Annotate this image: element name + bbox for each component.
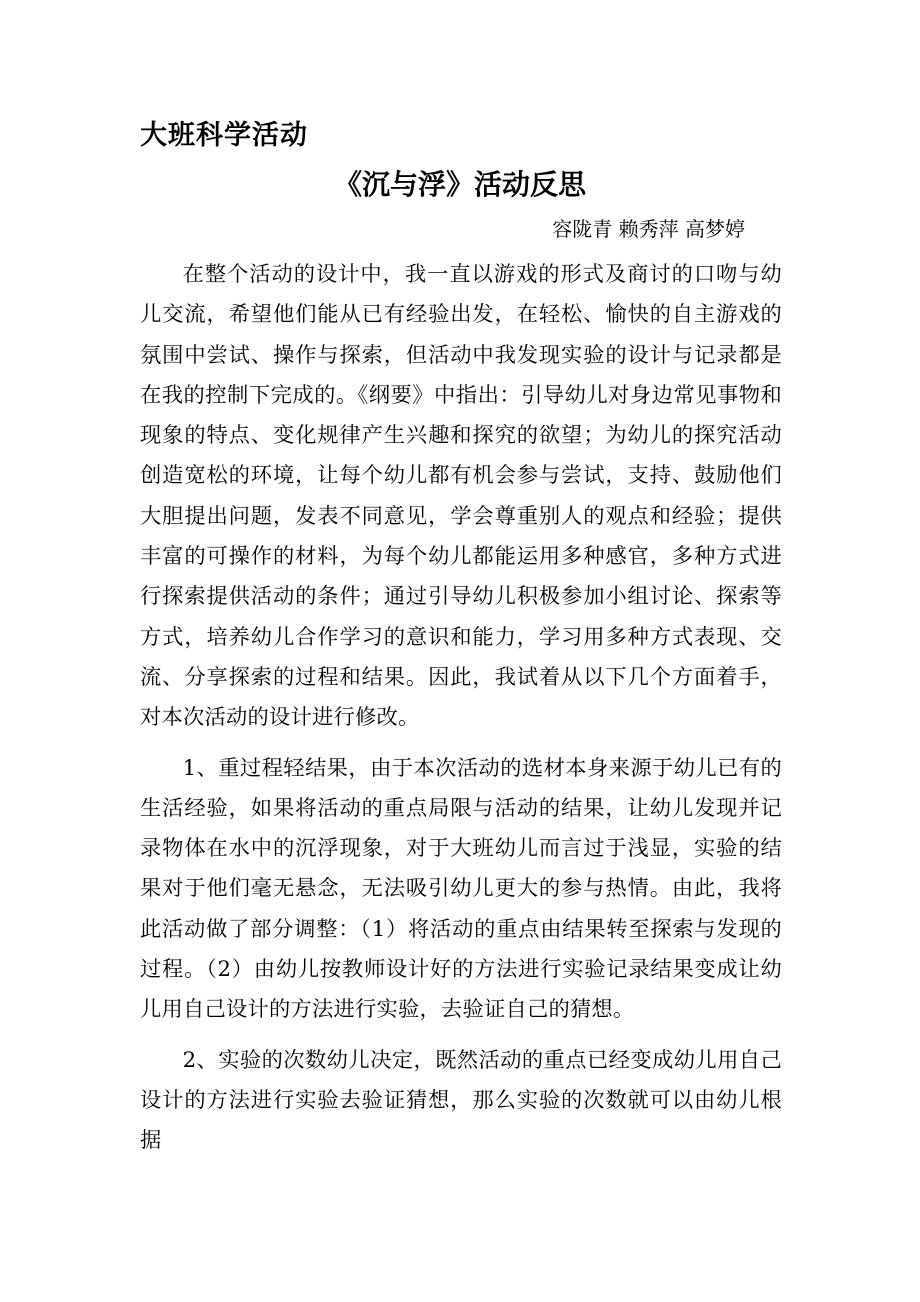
paragraph-2: 1、重过程轻结果，由于本次活动的选材本身来源于幼儿已有的生活经验，如果将活动的重点局限与活动的结果，让幼儿发现并记录物体在水中的沉浮现象，对于大班幼儿而言过于浅显，实验的结果对于他们毫无悬念，无法吸引幼儿更大的参与热情。由此，我将此活动做了部分调整：（1）将活动的重点由结果转至探索与发现的过程。（2）由幼儿按教师设计好的方法进行实验记录结果变成让幼儿用自己设计的方法进行实验，去验证自己的猜想。 <box>140 755 782 1023</box>
document-title: 《沉与浮》活动反思 <box>333 168 586 201</box>
document-body <box>140 255 782 1162</box>
paragraph-3: 2、实验的次数幼儿决定，既然活动的重点已经变成幼儿用自己设计的方法进行实验去验证猜想，那么实验的次数就可以由幼儿根据 <box>140 1047 782 1154</box>
paragraph-1: 在整个活动的设计中，我一直以游戏的形式及商讨的口吻与幼儿交流，希望他们能从已有经验出发，在轻松、愉快的自主游戏的氛围中尝试、操作与探索，但活动中我发现实验的设计与记录都是在我的控制下完成的。《纲要》中指出：引导幼儿对身边常见事物和现象的特点、变化规律产生兴趣和探究的欲望；为幼儿的探究活动创造宽松的环境，让每个幼儿都有机会参与尝试，支持、鼓励他们大胆提出问题，发表不同意见，学会尊重别人的观点和经验；提供丰富的可操作的材料，为每个幼儿都能运用多种感官，多种方式进行探索提供活动的条件；通过引导幼儿积极参加小组讨论、探索等方式，培养幼儿合作学习的意识和能力，学习用多种方式表现、交流、分享探索的过程和结果。因此，我试着从以下几个方面着手，对本次活动的设计进行修改。 <box>140 262 782 731</box>
document-authors: 容陇青 赖秀萍 高梦婷 <box>552 217 745 241</box>
document-heading: 大班科学活动 <box>140 120 308 151</box>
